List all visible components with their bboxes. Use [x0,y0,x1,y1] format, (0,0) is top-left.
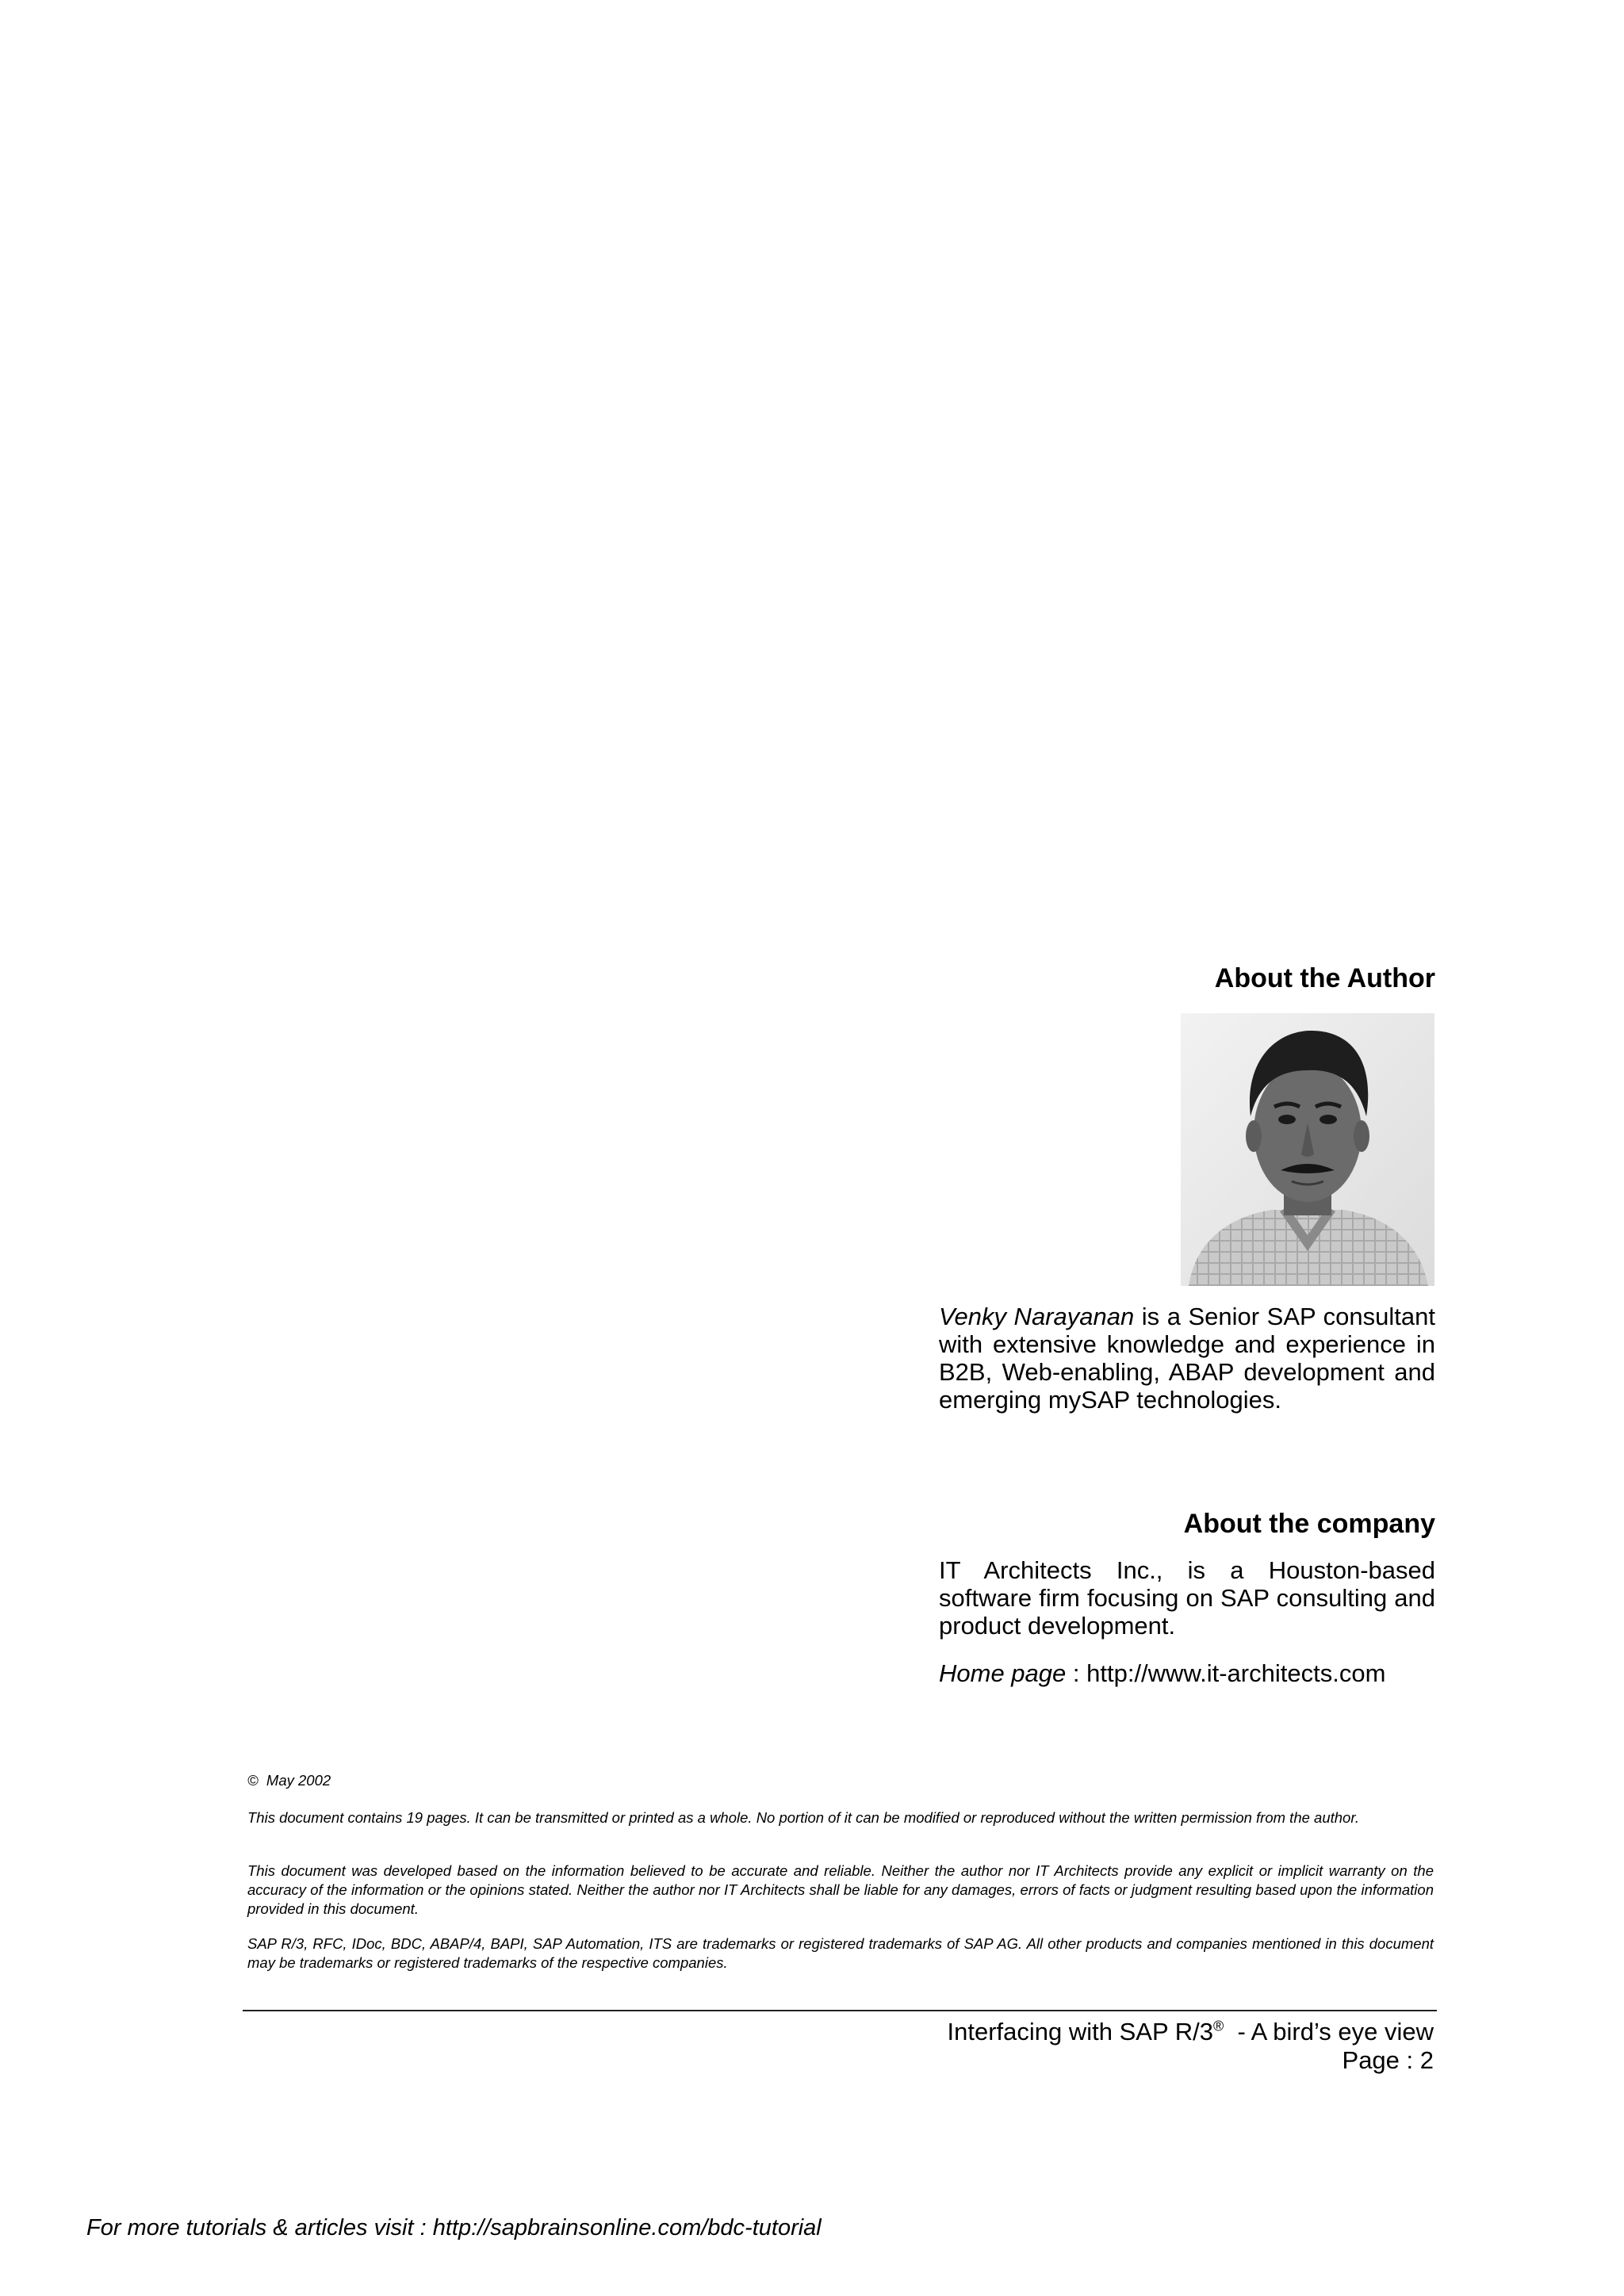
homepage-label: Home page [939,1659,1067,1687]
footer-document-title [948,2018,1434,2046]
author-name: Venky Narayanan [939,1303,1135,1330]
about-company-heading: About the company [1183,1509,1435,1539]
about-author-heading: About the Author [1214,963,1435,993]
copyright-line [247,1771,1434,1790]
company-description: IT Architects Inc., is a Houston-based software firm focusing on SAP consulting and product development. [939,1556,1435,1640]
registered-icon: ® [1212,2018,1224,2034]
page-number: Page : 2 [1342,2046,1434,2074]
author-bio [939,1303,1435,1414]
footer-title-suffix: - A bird’s eye view [1224,2018,1434,2045]
homepage-url[interactable]: http://www.it-architects.com [1086,1659,1386,1687]
copyright-icon: © [247,1772,259,1789]
pages-note: This document contains 19 pages. It can be transmitted or printed as a whole. No portion of it can be modified or reproduced without the written permission from the author. [247,1809,1359,1826]
homepage-line [939,1659,1435,1687]
tutorial-link-note[interactable]: For more tutorials & articles visit : http://sapbrainsonline.com/bdc-tutorial [86,2215,822,2241]
disclaimer: This document was developed based on the information believed to be accurate and reliable. Neither the author nor IT Architects provide any explicit or implicit warranty on the accuracy of the information or the opinions stated. Neither the author nor IT Architects shall be liable for any damages, errors of facts or judgment resulting based upon the information provided in this document. [247,1862,1434,1917]
homepage-separator: : [1066,1659,1087,1687]
trademarks-notice: SAP R/3, RFC, IDoc, BDC, ABAP/4, BAPI, SAP Automation, ITS are trademarks or registered trademarks of SAP AG. All other products and companies mentioned in this document may be trademarks or registered trademarks of the respective companies. [247,1935,1434,1971]
footer-title-prefix: Interfacing with SAP R/3 [947,2018,1213,2045]
footer-divider [243,2010,1437,2011]
author-photo [1181,1013,1434,1286]
copyright-date: May 2002 [266,1772,331,1789]
author-bio-text: is a Senior SAP consultant with extensive knowledge and experience in B2B, Web-enabling, ABAP development and emerging mySAP technologies. [939,1303,1435,1414]
